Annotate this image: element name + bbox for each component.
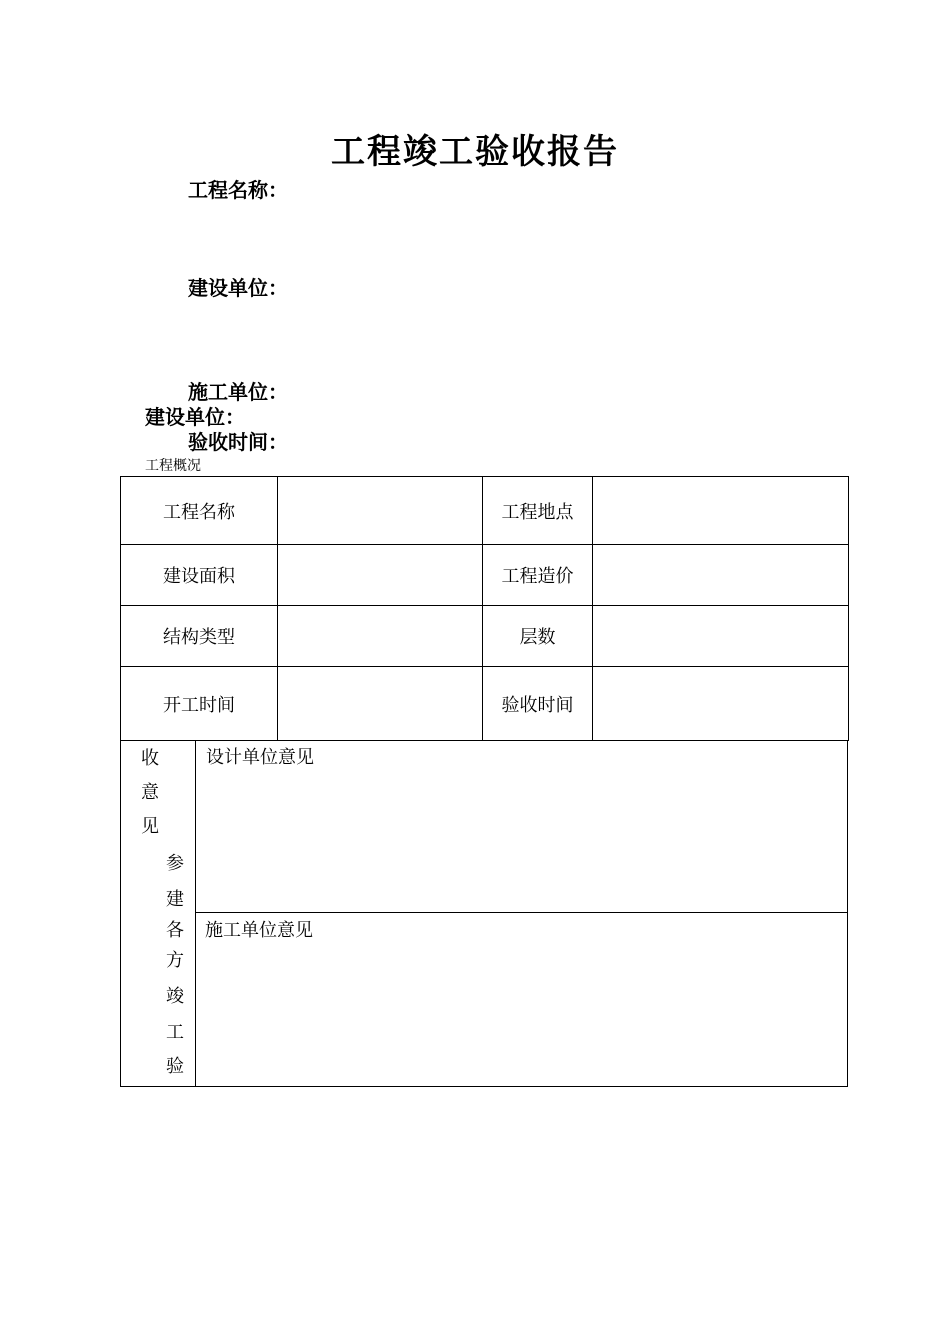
cell-label: 工程名称 — [121, 477, 278, 545]
cell-label: 建设面积 — [121, 545, 278, 606]
cell-value[interactable] — [593, 606, 849, 667]
construction-unit-field: 建设单位： — [188, 276, 288, 300]
cell-label: 工程地点 — [483, 477, 593, 545]
contractor-unit-field: 施工单位： — [188, 380, 288, 404]
cell-label: 结构类型 — [121, 606, 278, 667]
side-label-char: 工 — [166, 1022, 184, 1043]
side-label-char: 各 — [166, 920, 184, 941]
table-row — [121, 606, 849, 667]
table-row — [121, 545, 849, 606]
cell-label: 开工时间 — [121, 667, 278, 741]
page-title: 工程竣工验收报告 — [331, 132, 619, 172]
project-name-field: 工程名称： — [188, 178, 288, 202]
cell-label: 工程造价 — [483, 545, 593, 606]
cell-value[interactable] — [593, 667, 849, 741]
contractor-unit-opinion[interactable]: 施工单位意见 — [205, 920, 313, 941]
table-row — [121, 477, 849, 545]
cell-value[interactable] — [593, 477, 849, 545]
side-label-char: 收 — [141, 748, 159, 769]
side-label-char: 参 — [166, 853, 184, 874]
column-divider — [195, 740, 196, 1086]
table-row — [121, 667, 849, 741]
opinion-section — [120, 740, 848, 1087]
construction-unit-field-2: 建设单位： — [145, 405, 245, 429]
overview-table — [120, 476, 849, 741]
cell-value[interactable] — [278, 667, 483, 741]
side-label-char: 竣 — [166, 986, 184, 1007]
row-divider — [196, 912, 847, 913]
cell-label: 层数 — [483, 606, 593, 667]
cell-value[interactable] — [278, 606, 483, 667]
acceptance-date-field: 验收时间： — [188, 430, 288, 454]
side-label-char: 见 — [141, 816, 159, 837]
cell-value[interactable] — [278, 477, 483, 545]
side-label-char: 建 — [166, 889, 184, 910]
side-label-char: 方 — [166, 950, 184, 971]
cell-value[interactable] — [278, 545, 483, 606]
overview-section-label: 工程概况 — [145, 458, 201, 474]
side-label-char: 意 — [141, 782, 159, 803]
cell-label: 验收时间 — [483, 667, 593, 741]
side-label-char: 验 — [166, 1056, 184, 1077]
design-unit-opinion[interactable]: 设计单位意见 — [206, 747, 314, 768]
cell-value[interactable] — [593, 545, 849, 606]
